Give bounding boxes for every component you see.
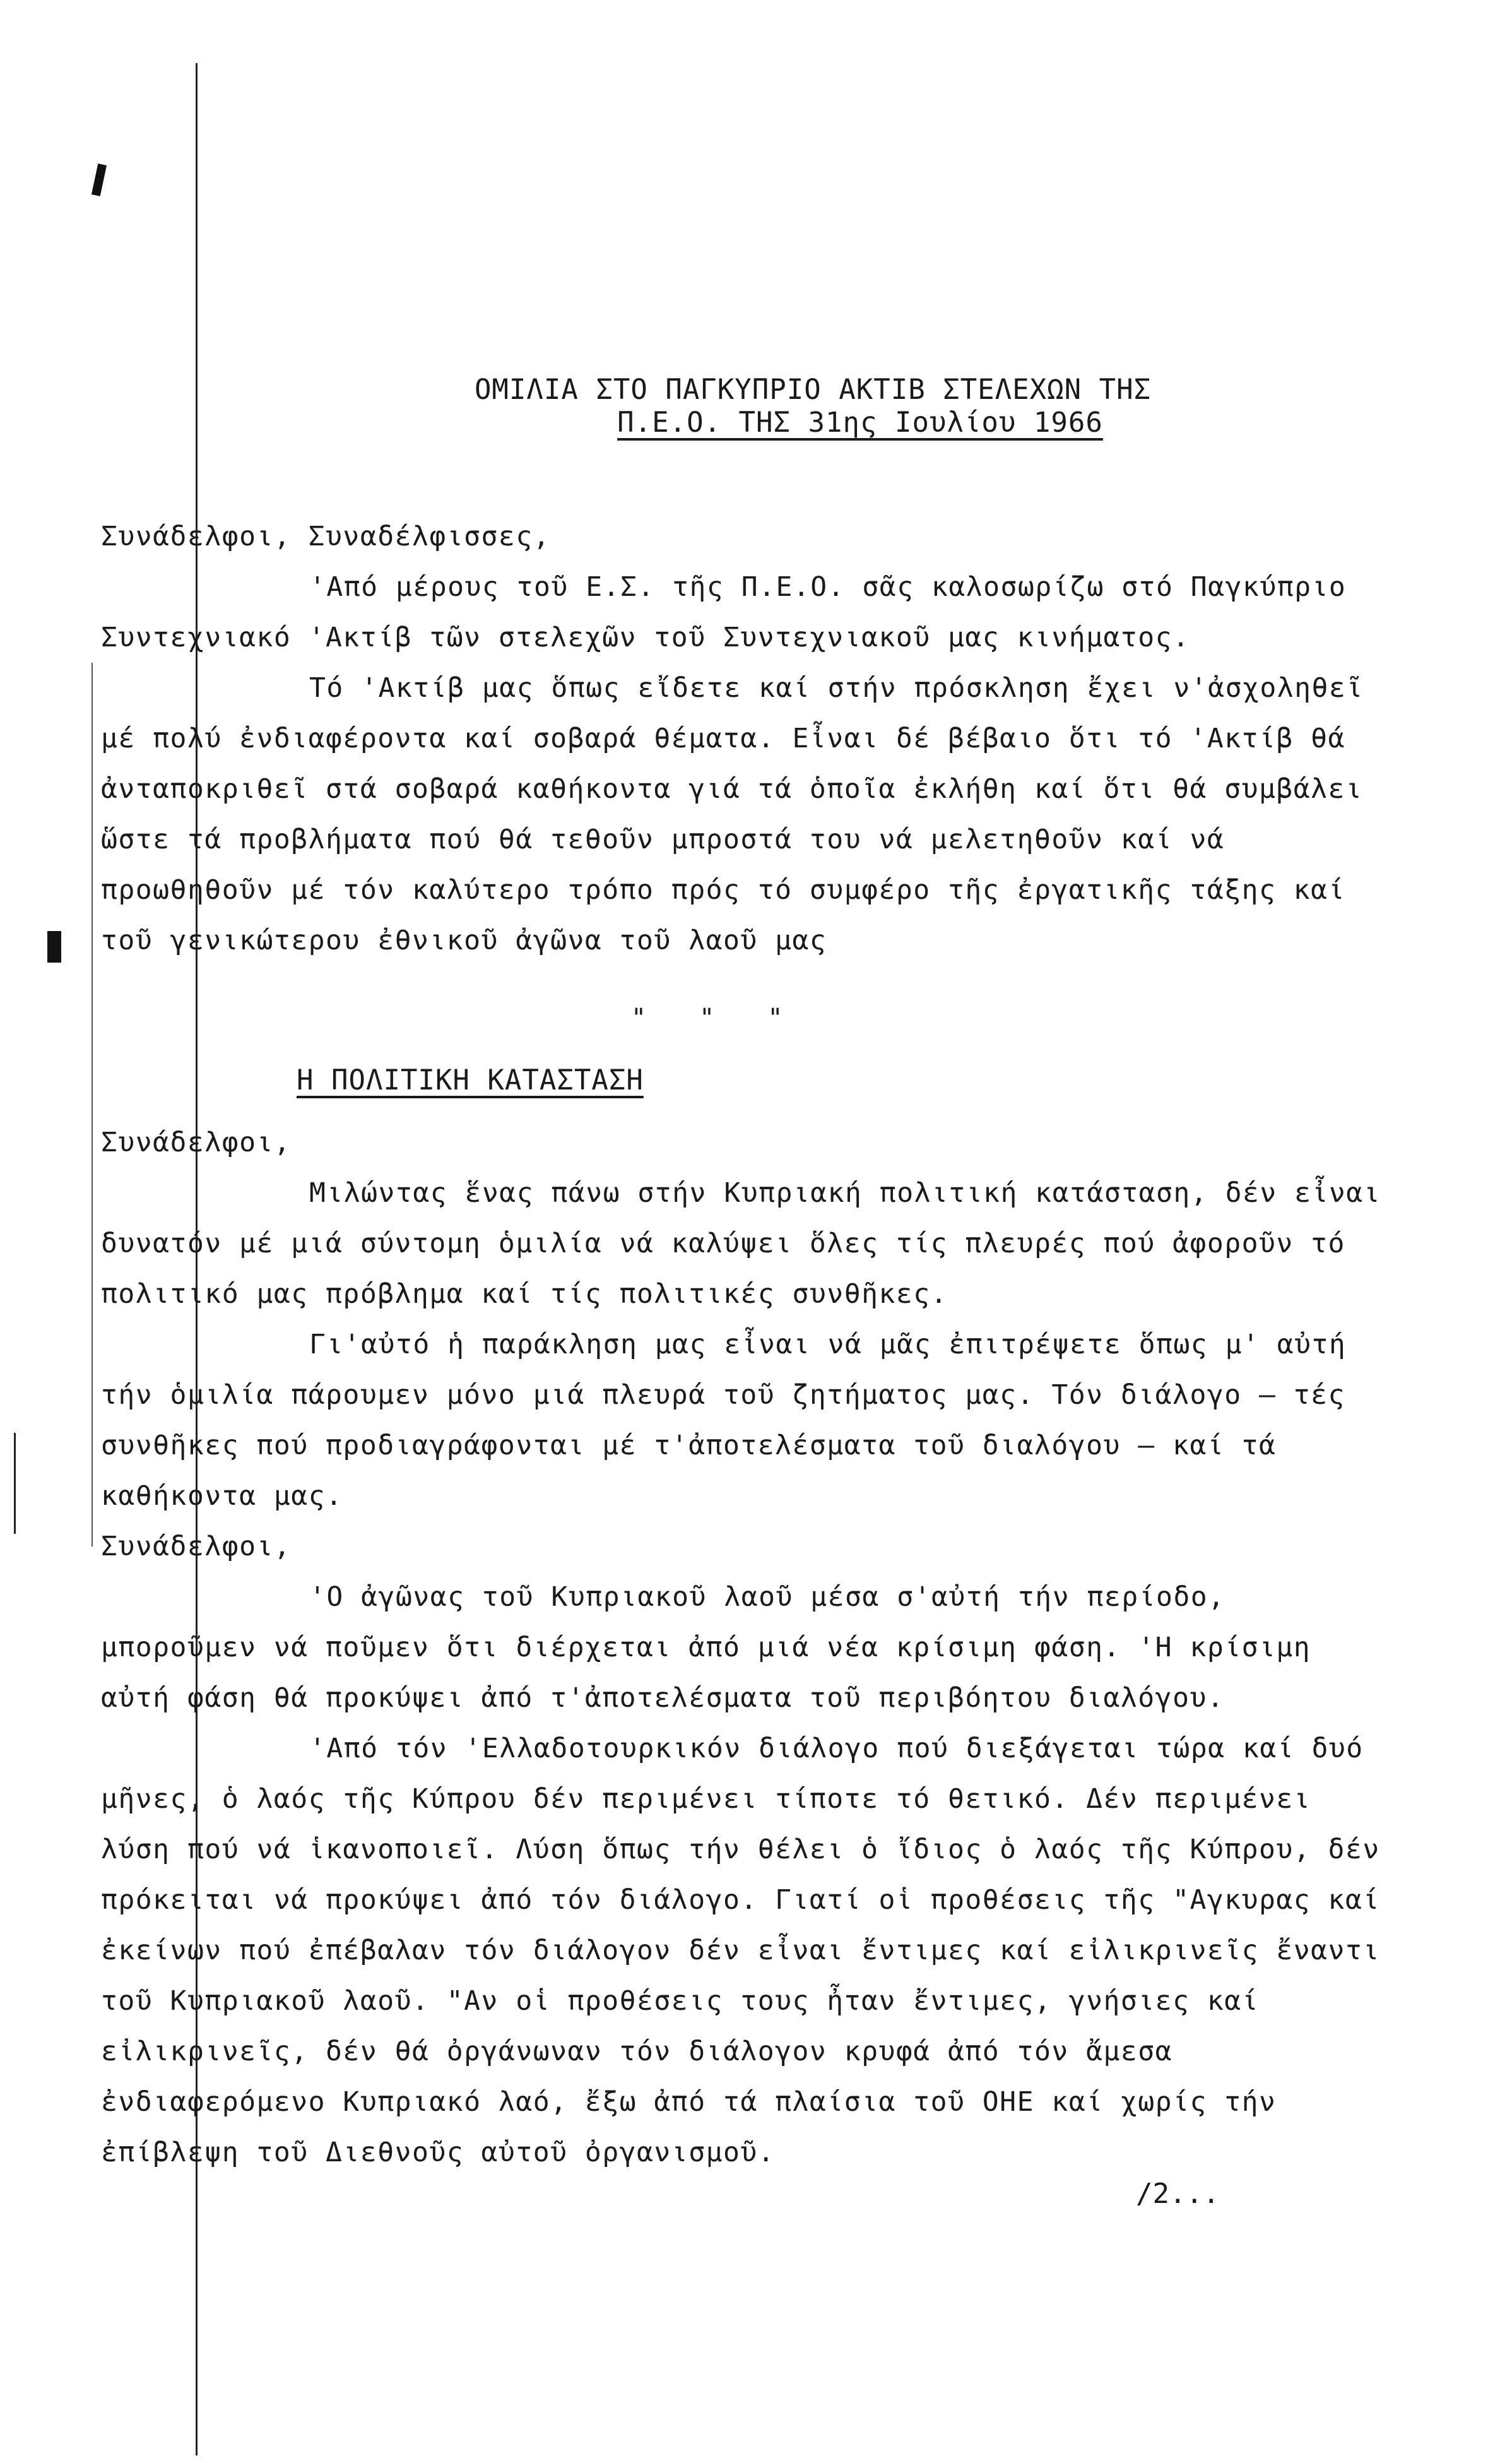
- political-section: [101, 1117, 1395, 2178]
- scan-speck: [92, 163, 107, 196]
- document-title-line-2: Π.Ε.Ο. ΤΗΣ 31ης Ιουλίου 1966: [617, 407, 1103, 439]
- scan-line-margin: [92, 663, 93, 1546]
- paragraph: Μιλώντας ἕνας πάνω στήν Κυπριακή πολιτική κατάσταση, δέν εἶναι δυνατόν μέ μιά σύντομη ὁμιλία νά καλύψει ὅλες τίς πλευρές πού ἀφοροῦν τό πολιτικό μας πρόβλημα καί τίς πολιτικές συνθῆκες.: [101, 1177, 1381, 1310]
- page-number: /2...: [1136, 2178, 1220, 2210]
- paragraph: Γι'αὐτό ἡ παράκληση μας εἶναι νά μᾶς ἐπιτρέψετε ὅπως μ' αὐτή τήν ὁμιλία πάρουμεν μόνο μιά πλευρά τοῦ ζητήματος μας. Τόν διάλογο – τές συνθῆκες πού προδιαγράφονται μέ τ'ἀποτελέσματα τοῦ διαλόγου – καί τά καθήκοντα μας.: [101, 1329, 1347, 1512]
- salutation: Συνάδελφοι, Συναδέλφισσες,: [101, 521, 551, 552]
- section-heading: Η ΠΟΛΙΤΙΚΗ ΚΑΤΑΣΤΑΣΗ: [297, 1064, 644, 1096]
- salutation: Συνάδελφοι,: [101, 1531, 292, 1562]
- paragraph: Τό 'Ακτίβ μας ὅπως εἴδετε καί στήν πρόσκληση ἔχει ν'ἀσχοληθεῖ μέ πολύ ἐνδιαφέροντα καί σοβαρά θέματα. Εἶναι δέ βέβαιο ὅτι τό 'Ακτίβ θά ἀνταποκριθεῖ στά σοβαρά καθήκοντα γιά τά ὁποῖα ἐκλήθη καί ὅτι θά συμβάλει ὥστε τά προβλήματα πού θά τεθοῦν μπροστά του νά μελετηθοῦν καί νά προωθηθοῦν μέ τόν καλύτερο τρόπο πρός τό συμφέρο τῆς ἐργατικῆς τάξης καί τοῦ γενικώτερου ἐθνικοῦ ἀγῶνα τοῦ λαοῦ μας: [101, 672, 1364, 956]
- scan-line-left: [14, 1433, 16, 1534]
- paragraph: 'Ο ἀγῶνας τοῦ Κυπριακοῦ λαοῦ μέσα σ'αὐτή τήν περίοδο, μποροῦμεν νά ποῦμεν ὅτι διέρχεται ἀπό μιά νέα κρίσιμη φάση. 'Η κρίσιμη αὐτή φάση θά προκύψει ἀπό τ'ἀποτελέσματα τοῦ περιβόητου διαλόγου.: [101, 1581, 1311, 1714]
- opening-section: [101, 511, 1395, 966]
- salutation: Συνάδελφοι,: [101, 1127, 292, 1158]
- document-title-line-1: ΟΜΙΛΙΑ ΣΤΟ ΠΑΓΚΥΠΡΙΟ ΑΚΤΙΒ ΣΤΕΛΕΧΩΝ ΤΗΣ: [474, 374, 1152, 406]
- scan-speck: [47, 931, 61, 963]
- paragraph: 'Από μέρους τοῦ Ε.Σ. τῆς Π.Ε.Ο. σᾶς καλοσωρίζω στό Παγκύπριο Συντεχνιακό 'Ακτίβ τῶν στελεχῶν τοῦ Συντεχνιακοῦ μας κινήματος.: [101, 571, 1347, 653]
- paragraph: 'Από τόν 'Ελλαδοτουρκικόν διάλογο πού διεξάγεται τώρα καί δυό μῆνες, ὁ λαός τῆς Κύπρου δέν περιμένει τίποτε τό θετικό. Δέν περιμένει λύση πού νά ἱκανοποιεῖ. Λύση ὅπως τήν θέλει ὁ ἴδιος ὁ λαός τῆς Κύπρου, δέν πρόκειται νά προκύψει ἀπό τόν διάλογο. Γιατί οἱ προθέσεις τῆς "Αγκυρας καί ἐκείνων πού ἐπέβαλαν τόν διάλογον δέν εἶναι ἔντιμες καί εἰλικρινεῖς ἔναντι τοῦ Κυπριακοῦ λαοῦ. "Αν οἱ προθέσεις τους ἦταν ἔντιμες, γνήσιες καί εἰλικρινεῖς, δέν θά ὀργάνωναν τόν διάλογον κρυφά ἀπό τόν ἄμεσα ἐνδιαφερόμενο Κυπριακό λαό, ἔξω ἀπό τά πλαίσια τοῦ ΟΗΕ καί χωρίς τήν ἐπίβλεψη τοῦ Διεθνοῦς αὐτοῦ ὀργανισμοῦ.: [101, 1733, 1380, 2168]
- section-separator: " " ": [631, 1004, 783, 1033]
